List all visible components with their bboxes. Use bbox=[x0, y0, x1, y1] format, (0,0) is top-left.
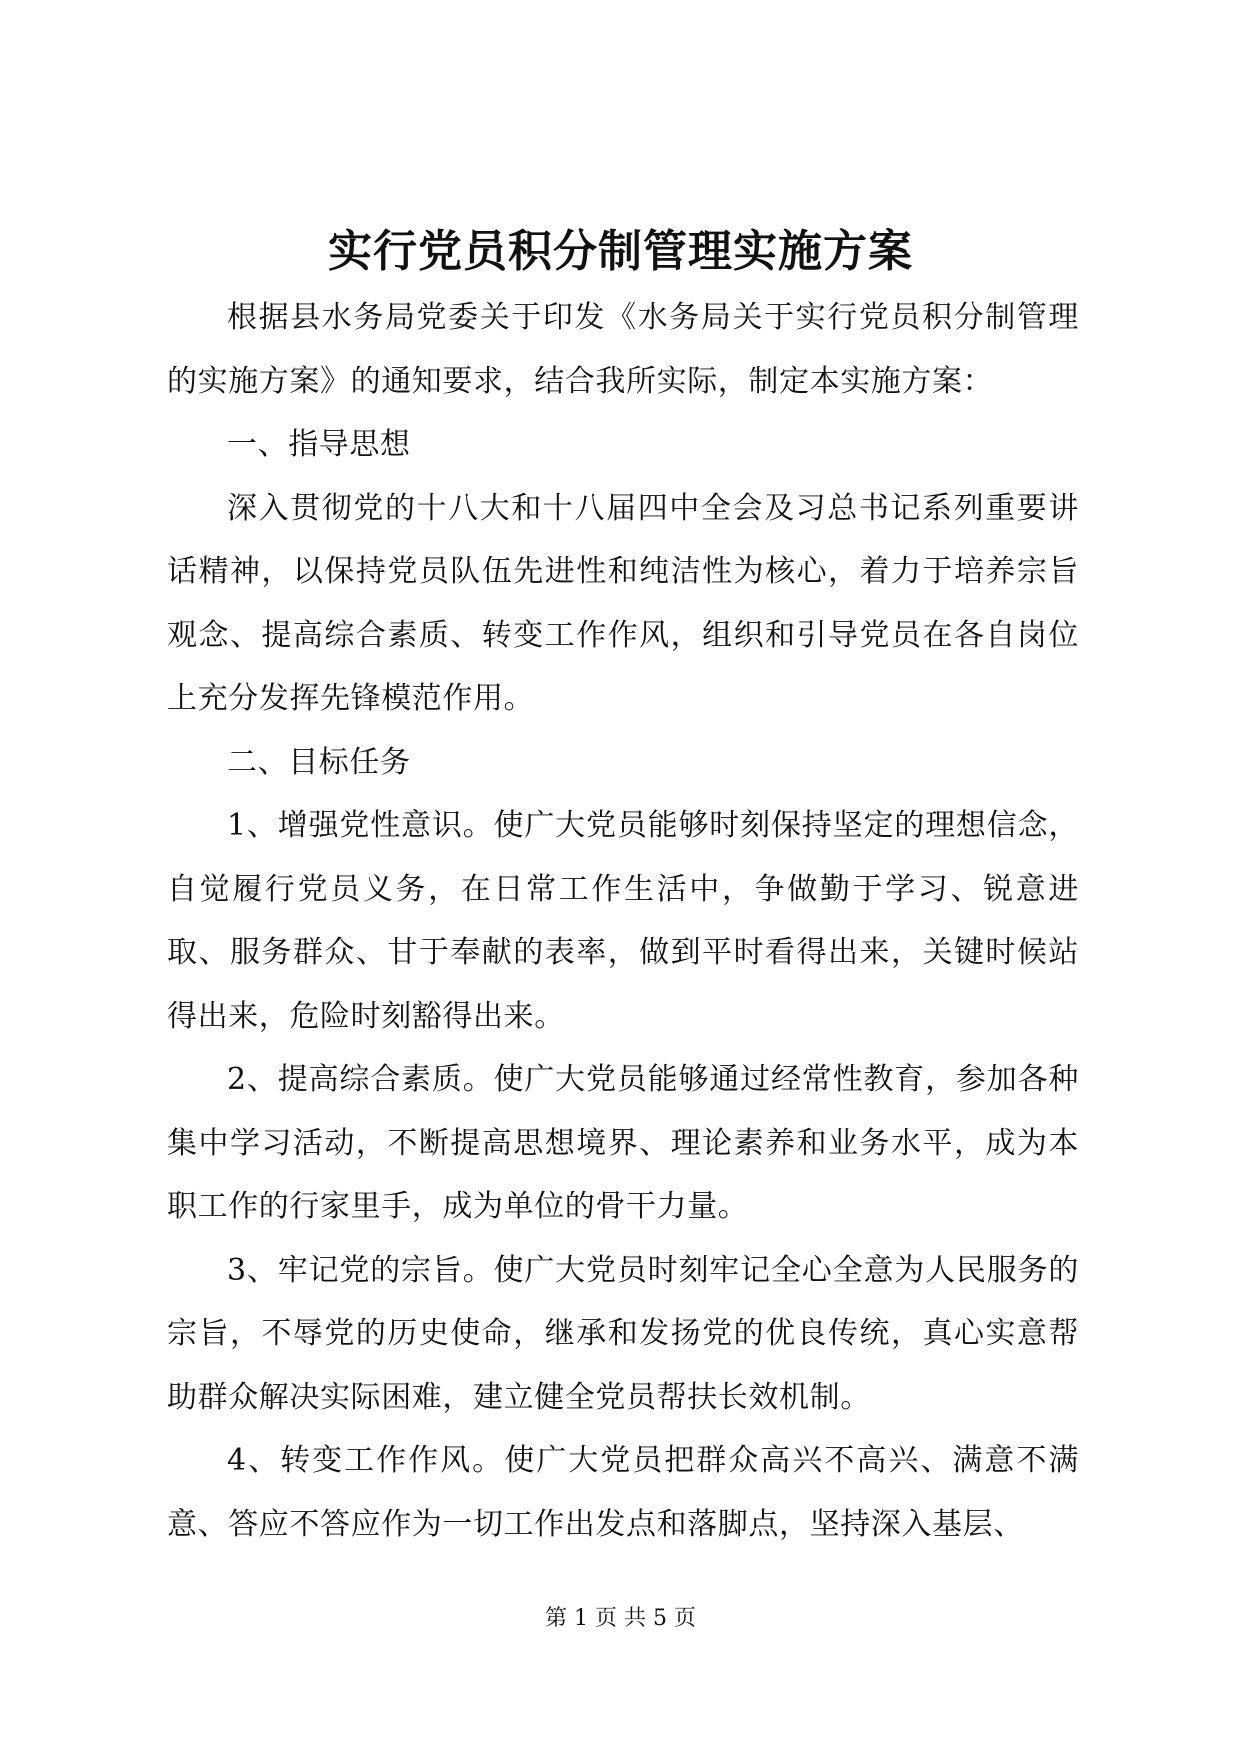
section-heading-guiding-ideology: 一、指导思想 bbox=[227, 427, 411, 462]
section-heading-goals: 二、目标任务 bbox=[227, 744, 411, 780]
document-body bbox=[167, 286, 1079, 1556]
paragraph-intro: 根据县水务局党委关于印发《水务局关于实行党员积分制管理的实施方案》的通知要求，结合我所实际，制定本实施方案： bbox=[167, 300, 1079, 399]
page-number-footer: 第 1 页 共 5 页 bbox=[545, 1606, 696, 1631]
paragraph-goal-4: 4、转变工作作风。使广大党员把群众高兴不高兴、满意不满意、答应不答应作为一切工作出发点和落脚点，坚持深入基层、 bbox=[167, 1443, 1079, 1542]
paragraph-goal-3: 3、牢记党的宗旨。使广大党员时刻牢记全心全意为人民服务的宗旨，不辱党的历史使命，继承和发扬党的优良传统，真心实意帮助群众解决实际困难，建立健全党员帮扶长效机制。 bbox=[167, 1252, 1079, 1415]
paragraph-goal-1: 1、增强党性意识。使广大党员能够时刻保持坚定的理想信念，自觉履行党员义务，在日常工作生活中，争做勤于学习、锐意进取、服务群众、甘于奉献的表率，做到平时看得出来，关键时候站得出来，危险时刻豁得出来。 bbox=[167, 808, 1079, 1034]
paragraph-guiding-ideology: 深入贯彻党的十八大和十八届四中全会及习总书记系列重要讲话精神，以保持党员队伍先进性和纯洁性为核心，着力于培养宗旨观念、提高综合素质、转变工作作风，组织和引导党员在各自岗位上充分发挥先锋模范作用。 bbox=[167, 490, 1079, 716]
document-title: 实行党员积分制管理实施方案 bbox=[328, 226, 913, 277]
paragraph-goal-2: 2、提高综合素质。使广大党员能够通过经常性教育，参加各种集中学习活动，不断提高思想境界、理论素养和业务水平，成为本职工作的行家里手，成为单位的骨干力量。 bbox=[167, 1062, 1079, 1224]
